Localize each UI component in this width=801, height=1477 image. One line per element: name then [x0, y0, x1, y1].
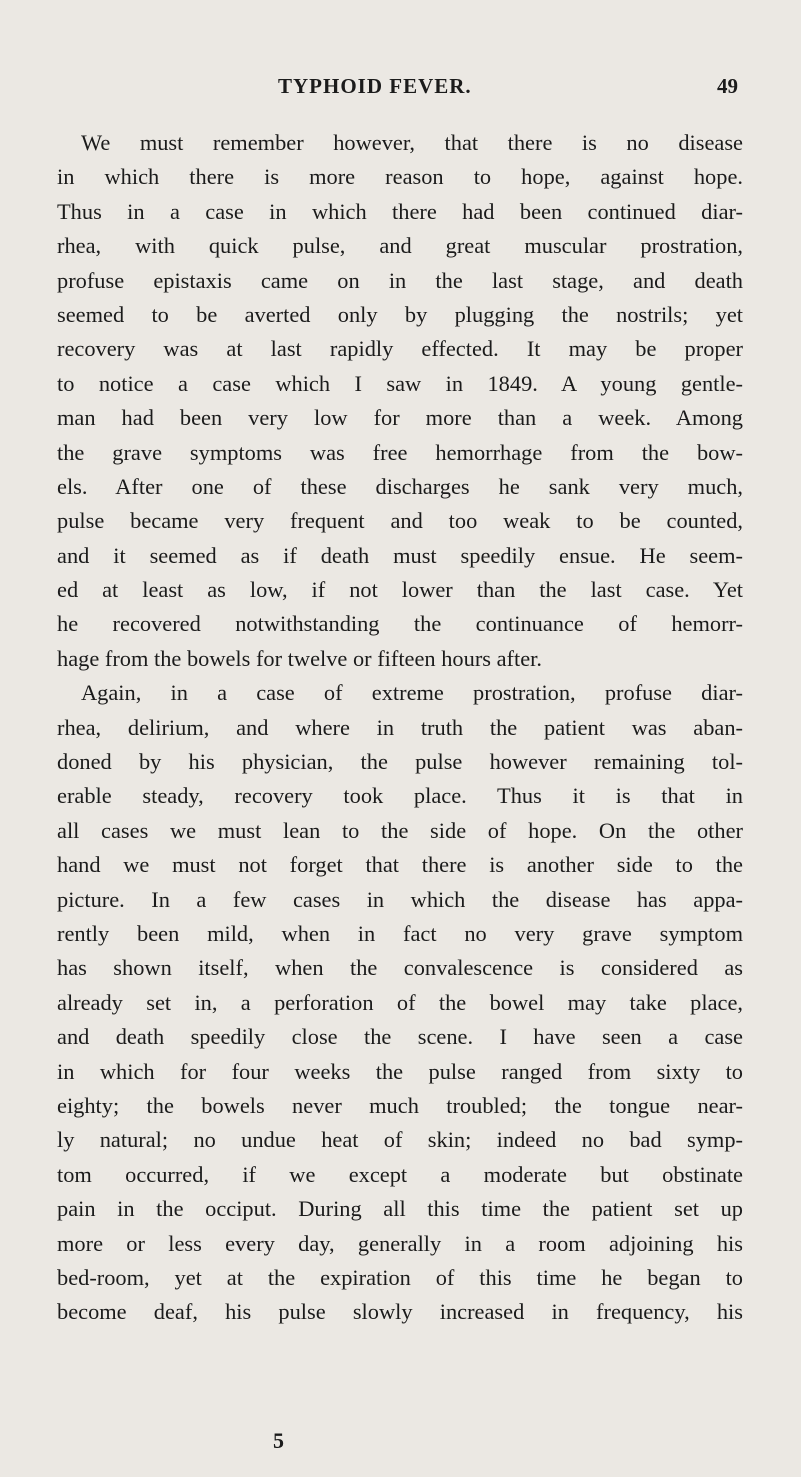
running-head — [60, 74, 738, 104]
text-line: to notice a case which I saw in 1849. A young gentle- — [57, 370, 743, 396]
text-line: already set in, a perforation of the bowel may take place, — [57, 989, 743, 1015]
text-line: Again, in a case of extreme prostration, profuse diar- — [81, 680, 743, 706]
text-line: rhea, delirium, and where in truth the patient was aban- — [57, 714, 743, 740]
text-line: hand we must not forget that there is another side to the — [57, 852, 743, 878]
text-line: eighty; the bowels never much troubled; the tongue near- — [57, 1092, 743, 1118]
text-line: in which for four weeks the pulse ranged from sixty to — [57, 1058, 743, 1084]
text-line: hage from the bowels for twelve or fifteen hours after. — [57, 645, 542, 671]
text-line: and death speedily close the scene. I have seen a case — [57, 1024, 743, 1050]
text-line: man had been very low for more than a week. Among — [57, 405, 743, 431]
text-line: become deaf, his pulse slowly increased in frequency, his — [57, 1299, 743, 1325]
text-line: tom occurred, if we except a moderate but obstinate — [57, 1161, 743, 1187]
text-line: the grave symptoms was free hemorrhage from the bow- — [57, 439, 743, 465]
text-line: picture. In a few cases in which the disease has appa- — [57, 886, 743, 912]
signature-mark: 5 — [273, 1428, 284, 1453]
text-line: he recovered notwithstanding the continuance of hemorr- — [57, 611, 743, 637]
text-line: all cases we must lean to the side of hope. On the other — [57, 817, 743, 843]
text-line: recovery was at last rapidly effected. It may be proper — [57, 336, 743, 362]
text-line: Thus in a case in which there had been continued diar- — [57, 198, 743, 224]
text-line: rently been mild, when in fact no very grave symptom — [57, 920, 743, 946]
text-line: seemed to be averted only by plugging the nostrils; yet — [57, 301, 743, 327]
text-line: erable steady, recovery took place. Thus it is that in — [57, 783, 743, 809]
text-line: more or less every day, generally in a room adjoining his — [57, 1230, 743, 1256]
text-line: pulse became very frequent and too weak to be counted, — [57, 508, 743, 534]
text-line: We must remember however, that there is no disease — [81, 130, 743, 155]
body-text — [57, 126, 743, 1330]
text-line: profuse epistaxis came on in the last stage, and death — [57, 267, 743, 293]
text-line: in which there is more reason to hope, against hope. — [57, 164, 743, 190]
text-line: els. After one of these discharges he sank very much, — [57, 473, 743, 499]
text-line: rhea, with quick pulse, and great muscular prostration, — [57, 233, 743, 259]
text-line: ly natural; no undue heat of skin; indeed no bad symp- — [57, 1127, 743, 1153]
text-line: has shown itself, when the convalescence is considered as — [57, 955, 743, 981]
page-number: 49 — [717, 74, 738, 98]
text-line: bed-room, yet at the expiration of this time he began to — [57, 1264, 743, 1290]
running-title: TYPHOID FEVER. — [278, 74, 472, 98]
text-line: and it seemed as if death must speedily ensue. He seem- — [57, 542, 743, 568]
text-line: doned by his physician, the pulse however remaining tol- — [57, 749, 743, 775]
text-line: ed at least as low, if not lower than the last case. Yet — [57, 577, 743, 603]
text-line: pain in the occiput. During all this time the patient set up — [57, 1196, 743, 1222]
